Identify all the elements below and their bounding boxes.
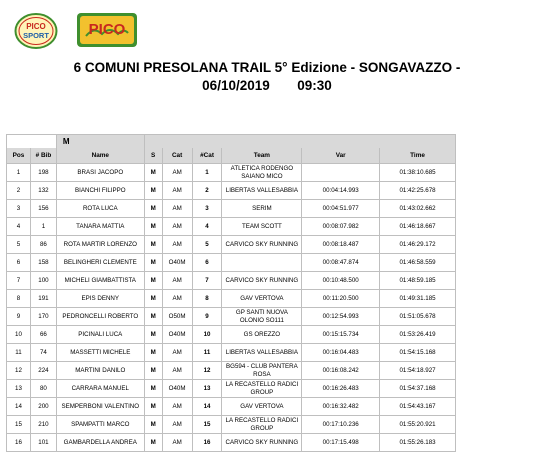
var-cell: 00:16:32.482: [302, 398, 380, 416]
table-row: [7, 218, 456, 236]
table-row: [7, 164, 456, 182]
table-row: [7, 398, 456, 416]
col-header-pos: Pos: [7, 148, 31, 164]
team-cell: LA RECASTELLO RADICI GROUP: [222, 380, 302, 398]
col-header-sex: S: [144, 148, 162, 164]
name-cell: GAMBARDELLA ANDREA: [56, 434, 144, 452]
cat-cell: AM: [162, 344, 192, 362]
cat-cell: AM: [162, 236, 192, 254]
bib-cell: 86: [30, 236, 56, 254]
pos-cell: 2: [7, 182, 31, 200]
sex-cell: M: [144, 182, 162, 200]
cat-rank-cell: 7: [192, 272, 222, 290]
pos-cell: 10: [7, 326, 31, 344]
bib-cell: 200: [30, 398, 56, 416]
var-cell: 00:16:04.483: [302, 344, 380, 362]
cat-rank-cell: 1: [192, 164, 222, 182]
col-header-team: Team: [222, 148, 302, 164]
table-row: [7, 344, 456, 362]
time-cell: 01:43:02.662: [380, 200, 456, 218]
name-cell: EPIS DENNY: [56, 290, 144, 308]
results-body: [7, 164, 456, 452]
var-cell: 00:10:48.500: [302, 272, 380, 290]
cat-rank-cell: 2: [192, 182, 222, 200]
category-label: M: [56, 135, 144, 149]
bib-cell: 100: [30, 272, 56, 290]
event-time: 09:30: [297, 78, 332, 93]
name-cell: ROTA LUCA: [56, 200, 144, 218]
sex-cell: M: [144, 200, 162, 218]
team-cell: GS OREZZO: [222, 326, 302, 344]
table-row: [7, 416, 456, 434]
sex-cell: M: [144, 398, 162, 416]
event-datetime: [0, 78, 534, 93]
bib-cell: 1: [30, 218, 56, 236]
name-cell: MARTINI DANILO: [56, 362, 144, 380]
pos-cell: 8: [7, 290, 31, 308]
event-date: 06/10/2019: [202, 78, 270, 93]
time-cell: 01:42:25.678: [380, 182, 456, 200]
sex-cell: M: [144, 308, 162, 326]
table-row: [7, 308, 456, 326]
pos-cell: 6: [7, 254, 31, 272]
cat-cell: O40M: [162, 380, 192, 398]
cat-cell: AM: [162, 398, 192, 416]
sex-cell: M: [144, 290, 162, 308]
name-cell: TANARA MATTIA: [56, 218, 144, 236]
time-cell: 01:53:26.419: [380, 326, 456, 344]
time-cell: 01:54:15.168: [380, 344, 456, 362]
time-cell: 01:46:18.667: [380, 218, 456, 236]
time-cell: 01:54:37.168: [380, 380, 456, 398]
col-header-time: Time: [380, 148, 456, 164]
sex-cell: M: [144, 344, 162, 362]
bib-cell: 101: [30, 434, 56, 452]
cat-rank-cell: 14: [192, 398, 222, 416]
var-cell: 00:08:07.982: [302, 218, 380, 236]
sex-cell: M: [144, 272, 162, 290]
table-row: [7, 272, 456, 290]
sex-cell: M: [144, 326, 162, 344]
bib-cell: 132: [30, 182, 56, 200]
name-cell: PICINALI LUCA: [56, 326, 144, 344]
team-cell: CARVICO SKY RUNNING: [222, 434, 302, 452]
sex-cell: M: [144, 164, 162, 182]
sex-cell: M: [144, 254, 162, 272]
cat-cell: O40M: [162, 326, 192, 344]
time-cell: 01:54:18.927: [380, 362, 456, 380]
cat-rank-cell: 12: [192, 362, 222, 380]
pos-cell: 13: [7, 380, 31, 398]
category-row: [7, 135, 456, 149]
pos-cell: 4: [7, 218, 31, 236]
bib-cell: 66: [30, 326, 56, 344]
name-cell: BELINGHERI CLEMENTE: [56, 254, 144, 272]
bib-cell: 224: [30, 362, 56, 380]
pos-cell: 7: [7, 272, 31, 290]
column-header-row: [7, 148, 456, 164]
table-row: [7, 326, 456, 344]
col-header-bib: # Bib: [30, 148, 56, 164]
var-cell: 00:16:26.483: [302, 380, 380, 398]
time-cell: 01:54:43.167: [380, 398, 456, 416]
name-cell: CARRARA MANUEL: [56, 380, 144, 398]
sex-cell: M: [144, 416, 162, 434]
var-cell: 00:17:10.236: [302, 416, 380, 434]
bib-cell: 198: [30, 164, 56, 182]
pos-cell: 11: [7, 344, 31, 362]
col-header-cat: Cat: [162, 148, 192, 164]
time-cell: 01:55:20.921: [380, 416, 456, 434]
team-cell: GP SANTI NUOVA OLONIO SO111: [222, 308, 302, 326]
var-cell: 00:12:54.993: [302, 308, 380, 326]
cat-rank-cell: 8: [192, 290, 222, 308]
team-cell: LIBERTAS VALLESABBIA: [222, 344, 302, 362]
team-cell: LIBERTAS VALLESABBIA: [222, 182, 302, 200]
team-cell: LA RECASTELLO RADICI GROUP: [222, 416, 302, 434]
logo-left-line2: SPORT: [23, 31, 49, 40]
sex-cell: M: [144, 236, 162, 254]
time-cell: 01:49:31.185: [380, 290, 456, 308]
name-cell: BRASI JACOPO: [56, 164, 144, 182]
cat-rank-cell: 9: [192, 308, 222, 326]
pos-cell: 14: [7, 398, 31, 416]
sex-cell: M: [144, 362, 162, 380]
var-cell: 00:08:47.874: [302, 254, 380, 272]
cat-cell: AM: [162, 200, 192, 218]
time-cell: 01:51:05.678: [380, 308, 456, 326]
cat-cell: O40M: [162, 254, 192, 272]
var-cell: 00:16:08.242: [302, 362, 380, 380]
sex-cell: M: [144, 218, 162, 236]
cat-cell: AM: [162, 362, 192, 380]
sex-cell: M: [144, 380, 162, 398]
team-cell: CARVICO SKY RUNNING: [222, 236, 302, 254]
results-table: [6, 134, 456, 452]
team-cell: ATLETICA RODENGO SAIANO MICO: [222, 164, 302, 182]
bib-cell: 158: [30, 254, 56, 272]
pos-cell: 16: [7, 434, 31, 452]
team-cell: [222, 254, 302, 272]
sex-cell: M: [144, 434, 162, 452]
cat-cell: AM: [162, 290, 192, 308]
cat-rank-cell: 6: [192, 254, 222, 272]
time-cell: 01:46:58.559: [380, 254, 456, 272]
table-row: [7, 362, 456, 380]
table-row: [7, 254, 456, 272]
cat-cell: AM: [162, 218, 192, 236]
cat-rank-cell: 4: [192, 218, 222, 236]
pos-cell: 15: [7, 416, 31, 434]
col-header-var: Var: [302, 148, 380, 164]
time-cell: 01:38:10.685: [380, 164, 456, 182]
var-cell: 00:11:20.500: [302, 290, 380, 308]
col-header-name: Name: [56, 148, 144, 164]
pos-cell: 9: [7, 308, 31, 326]
cat-rank-cell: 10: [192, 326, 222, 344]
time-cell: 01:46:29.172: [380, 236, 456, 254]
var-cell: 00:08:18.487: [302, 236, 380, 254]
table-row: [7, 380, 456, 398]
bib-cell: 74: [30, 344, 56, 362]
cat-cell: AM: [162, 182, 192, 200]
team-cell: CARVICO SKY RUNNING: [222, 272, 302, 290]
col-header-cat-rank: #Cat: [192, 148, 222, 164]
var-cell: 00:15:15.734: [302, 326, 380, 344]
cat-rank-cell: 15: [192, 416, 222, 434]
time-cell: 01:48:59.185: [380, 272, 456, 290]
cat-rank-cell: 16: [192, 434, 222, 452]
cat-cell: O50M: [162, 308, 192, 326]
team-cell: BG594 - CLUB PANTERA ROSA: [222, 362, 302, 380]
name-cell: ROTA MARTIR LORENZO: [56, 236, 144, 254]
table-row: [7, 434, 456, 452]
pico-logo: [76, 12, 138, 48]
var-cell: 00:17:15.498: [302, 434, 380, 452]
time-cell: 01:55:26.183: [380, 434, 456, 452]
name-cell: SEMPERBONI VALENTINO: [56, 398, 144, 416]
logo-left-line1: PICO: [26, 22, 46, 31]
table-row: [7, 200, 456, 218]
name-cell: MICHELI GIAMBATTISTA: [56, 272, 144, 290]
team-cell: GAV VERTOVA: [222, 398, 302, 416]
cat-cell: AM: [162, 416, 192, 434]
table-row: [7, 182, 456, 200]
cat-cell: AM: [162, 164, 192, 182]
var-cell: 00:04:51.977: [302, 200, 380, 218]
cat-cell: AM: [162, 272, 192, 290]
team-cell: GAV VERTOVA: [222, 290, 302, 308]
name-cell: BIANCHI FILIPPO: [56, 182, 144, 200]
cat-rank-cell: 5: [192, 236, 222, 254]
pos-cell: 5: [7, 236, 31, 254]
pico-sport-logo: [14, 12, 58, 50]
bib-cell: 170: [30, 308, 56, 326]
cat-cell: AM: [162, 434, 192, 452]
pos-cell: 3: [7, 200, 31, 218]
logo-right-text: PICO: [88, 21, 126, 38]
team-cell: SERIM: [222, 200, 302, 218]
bib-cell: 191: [30, 290, 56, 308]
pos-cell: 12: [7, 362, 31, 380]
pos-cell: 1: [7, 164, 31, 182]
cat-rank-cell: 13: [192, 380, 222, 398]
bib-cell: 156: [30, 200, 56, 218]
name-cell: MASSETTI MICHELE: [56, 344, 144, 362]
var-cell: [302, 164, 380, 182]
bib-cell: 80: [30, 380, 56, 398]
table-row: [7, 290, 456, 308]
cat-rank-cell: 11: [192, 344, 222, 362]
bib-cell: 210: [30, 416, 56, 434]
team-cell: TEAM SCOTT: [222, 218, 302, 236]
cat-rank-cell: 3: [192, 200, 222, 218]
table-row: [7, 236, 456, 254]
event-title: 6 COMUNI PRESOLANA TRAIL 5° Edizione - SONGAVAZZO -: [73, 60, 461, 75]
name-cell: PEDRONCELLI ROBERTO: [56, 308, 144, 326]
var-cell: 00:04:14.993: [302, 182, 380, 200]
name-cell: SPAMPATTI MARCO: [56, 416, 144, 434]
